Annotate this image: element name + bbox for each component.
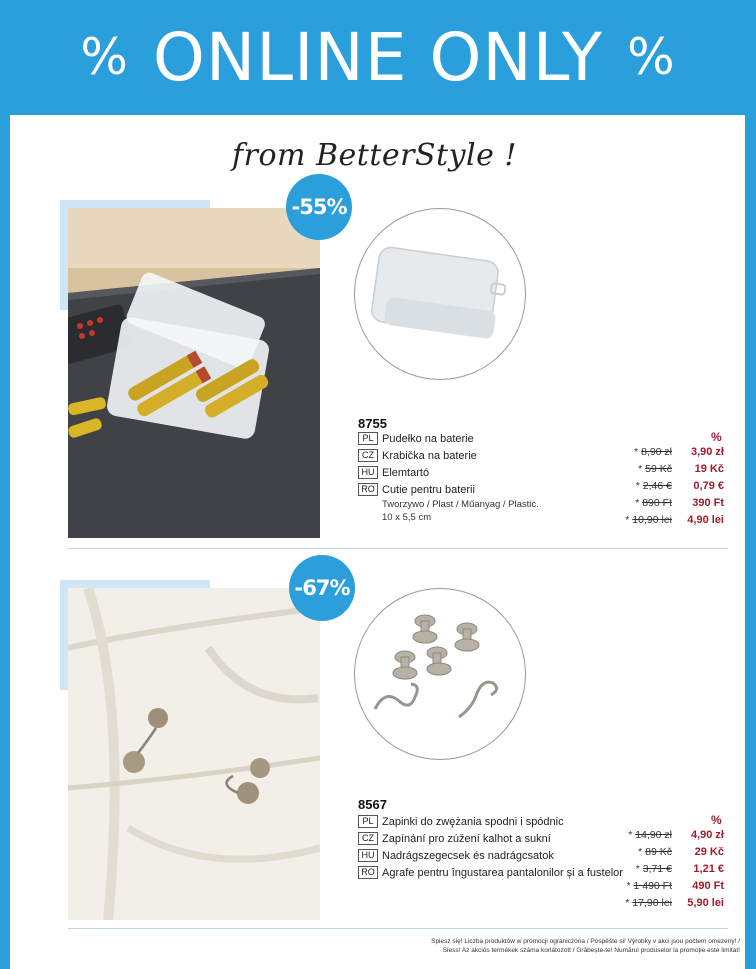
new-price: 490 Ft: [692, 879, 724, 892]
new-price: 0,79 €: [693, 479, 724, 492]
price-row: [560, 460, 724, 477]
old-price: * 17,90 lei: [625, 896, 672, 909]
price-row: [560, 443, 724, 460]
product-code: 8755: [358, 416, 387, 431]
price-row: [560, 477, 724, 494]
product-name: Agrafe pentru îngustarea pantalonilor și a fustelor: [382, 866, 623, 879]
old-price: * 2,46 €: [635, 479, 672, 492]
old-price: * 8,90 zł: [634, 445, 672, 458]
banner-right-percent: %: [627, 28, 676, 86]
new-price: 4,90 zł: [690, 828, 724, 841]
product-name: Zapínání pro zúžení kalhot a sukní: [382, 832, 551, 845]
banner-left-percent: %: [80, 28, 129, 86]
price-row: [560, 511, 724, 528]
name-row: [358, 481, 477, 498]
trouser-pins-thumbnail: [354, 588, 526, 760]
photo-accent: [60, 200, 210, 208]
photo-accent: [60, 580, 68, 690]
material-text: Tworzywo / Plast / Műanyag / Plastic.: [382, 499, 539, 510]
price-list: [560, 443, 724, 528]
product-description: [382, 498, 539, 524]
old-price: * 890 Ft: [635, 496, 672, 509]
old-price: * 10,90 lei: [625, 513, 672, 526]
photo-accent: [60, 580, 210, 588]
discount-badge: -55%: [286, 174, 352, 240]
product-name: Cutie pentru baterii: [382, 483, 475, 496]
new-price: 5,90 lei: [687, 896, 724, 909]
name-row: [358, 464, 477, 481]
size-text: 10 x 5,5 cm: [382, 512, 432, 523]
online-only-banner: [0, 0, 756, 115]
old-price: * 59 Kč: [638, 462, 672, 475]
price-row: [560, 826, 724, 843]
new-price: 3,90 zł: [690, 445, 724, 458]
footer-line: Siess! Az akciós termékek száma korlátozott / Grăbește-te! Numărul produselor la promoție este limitat!: [442, 947, 740, 954]
lang-tag: PL: [358, 432, 378, 445]
new-price: 19 Kč: [694, 462, 724, 475]
banner-heading: ONLINE ONLY: [152, 19, 604, 96]
old-price: * 14,90 zł: [628, 828, 672, 841]
name-row: [358, 430, 477, 447]
price-row: [560, 894, 724, 911]
price-row: [560, 877, 724, 894]
old-price: * 3,71 €: [635, 862, 672, 875]
product-name: Elemtartó: [382, 466, 430, 479]
section-divider: [68, 928, 728, 929]
battery-box-thumbnail: [354, 208, 526, 380]
price-row: [560, 494, 724, 511]
trouser-pins-photo: [68, 588, 320, 920]
section-divider: [68, 548, 728, 549]
lang-tag: CZ: [358, 449, 378, 462]
lang-tag: CZ: [358, 832, 378, 845]
discount-badge: -67%: [289, 555, 355, 621]
lang-tag: HU: [358, 849, 378, 862]
lang-tag: HU: [358, 466, 378, 479]
footer-line: Spiesz się! Liczba produktów w promocji ograniczona / Pospěšte si! Výrobky v akci jsou počtem omezeny! /: [431, 938, 740, 945]
photo-accent: [60, 200, 68, 310]
new-price: 4,90 lei: [687, 513, 724, 526]
product-code: 8567: [358, 797, 387, 812]
footer-disclaimer: [380, 937, 740, 955]
product-name: Krabička na baterie: [382, 449, 477, 462]
price-list: [560, 826, 724, 911]
banner-title: [56, 19, 699, 96]
price-row: [560, 843, 724, 860]
lang-tag: PL: [358, 815, 378, 828]
price-row: [560, 860, 724, 877]
new-price: 1,21 €: [693, 862, 724, 875]
battery-box-photo: [68, 208, 320, 538]
old-price: * 89 Kč: [638, 845, 672, 858]
product-names: [358, 430, 477, 498]
product-name: Zapinki do zwężania spodni i spódnic: [382, 815, 564, 828]
lang-tag: RO: [358, 483, 378, 496]
name-row: [358, 447, 477, 464]
brand-subtitle: from BetterStyle !: [232, 138, 517, 173]
new-price: 29 Kč: [694, 845, 724, 858]
product-name: Pudełko na baterie: [382, 432, 474, 445]
percent-label: %: [711, 430, 722, 444]
lang-tag: RO: [358, 866, 378, 879]
old-price: * 1 490 Ft: [626, 879, 672, 892]
percent-label: %: [711, 813, 722, 827]
product-name: Nadrágszegecsek és nadrágcsatok: [382, 849, 554, 862]
new-price: 390 Ft: [692, 496, 724, 509]
